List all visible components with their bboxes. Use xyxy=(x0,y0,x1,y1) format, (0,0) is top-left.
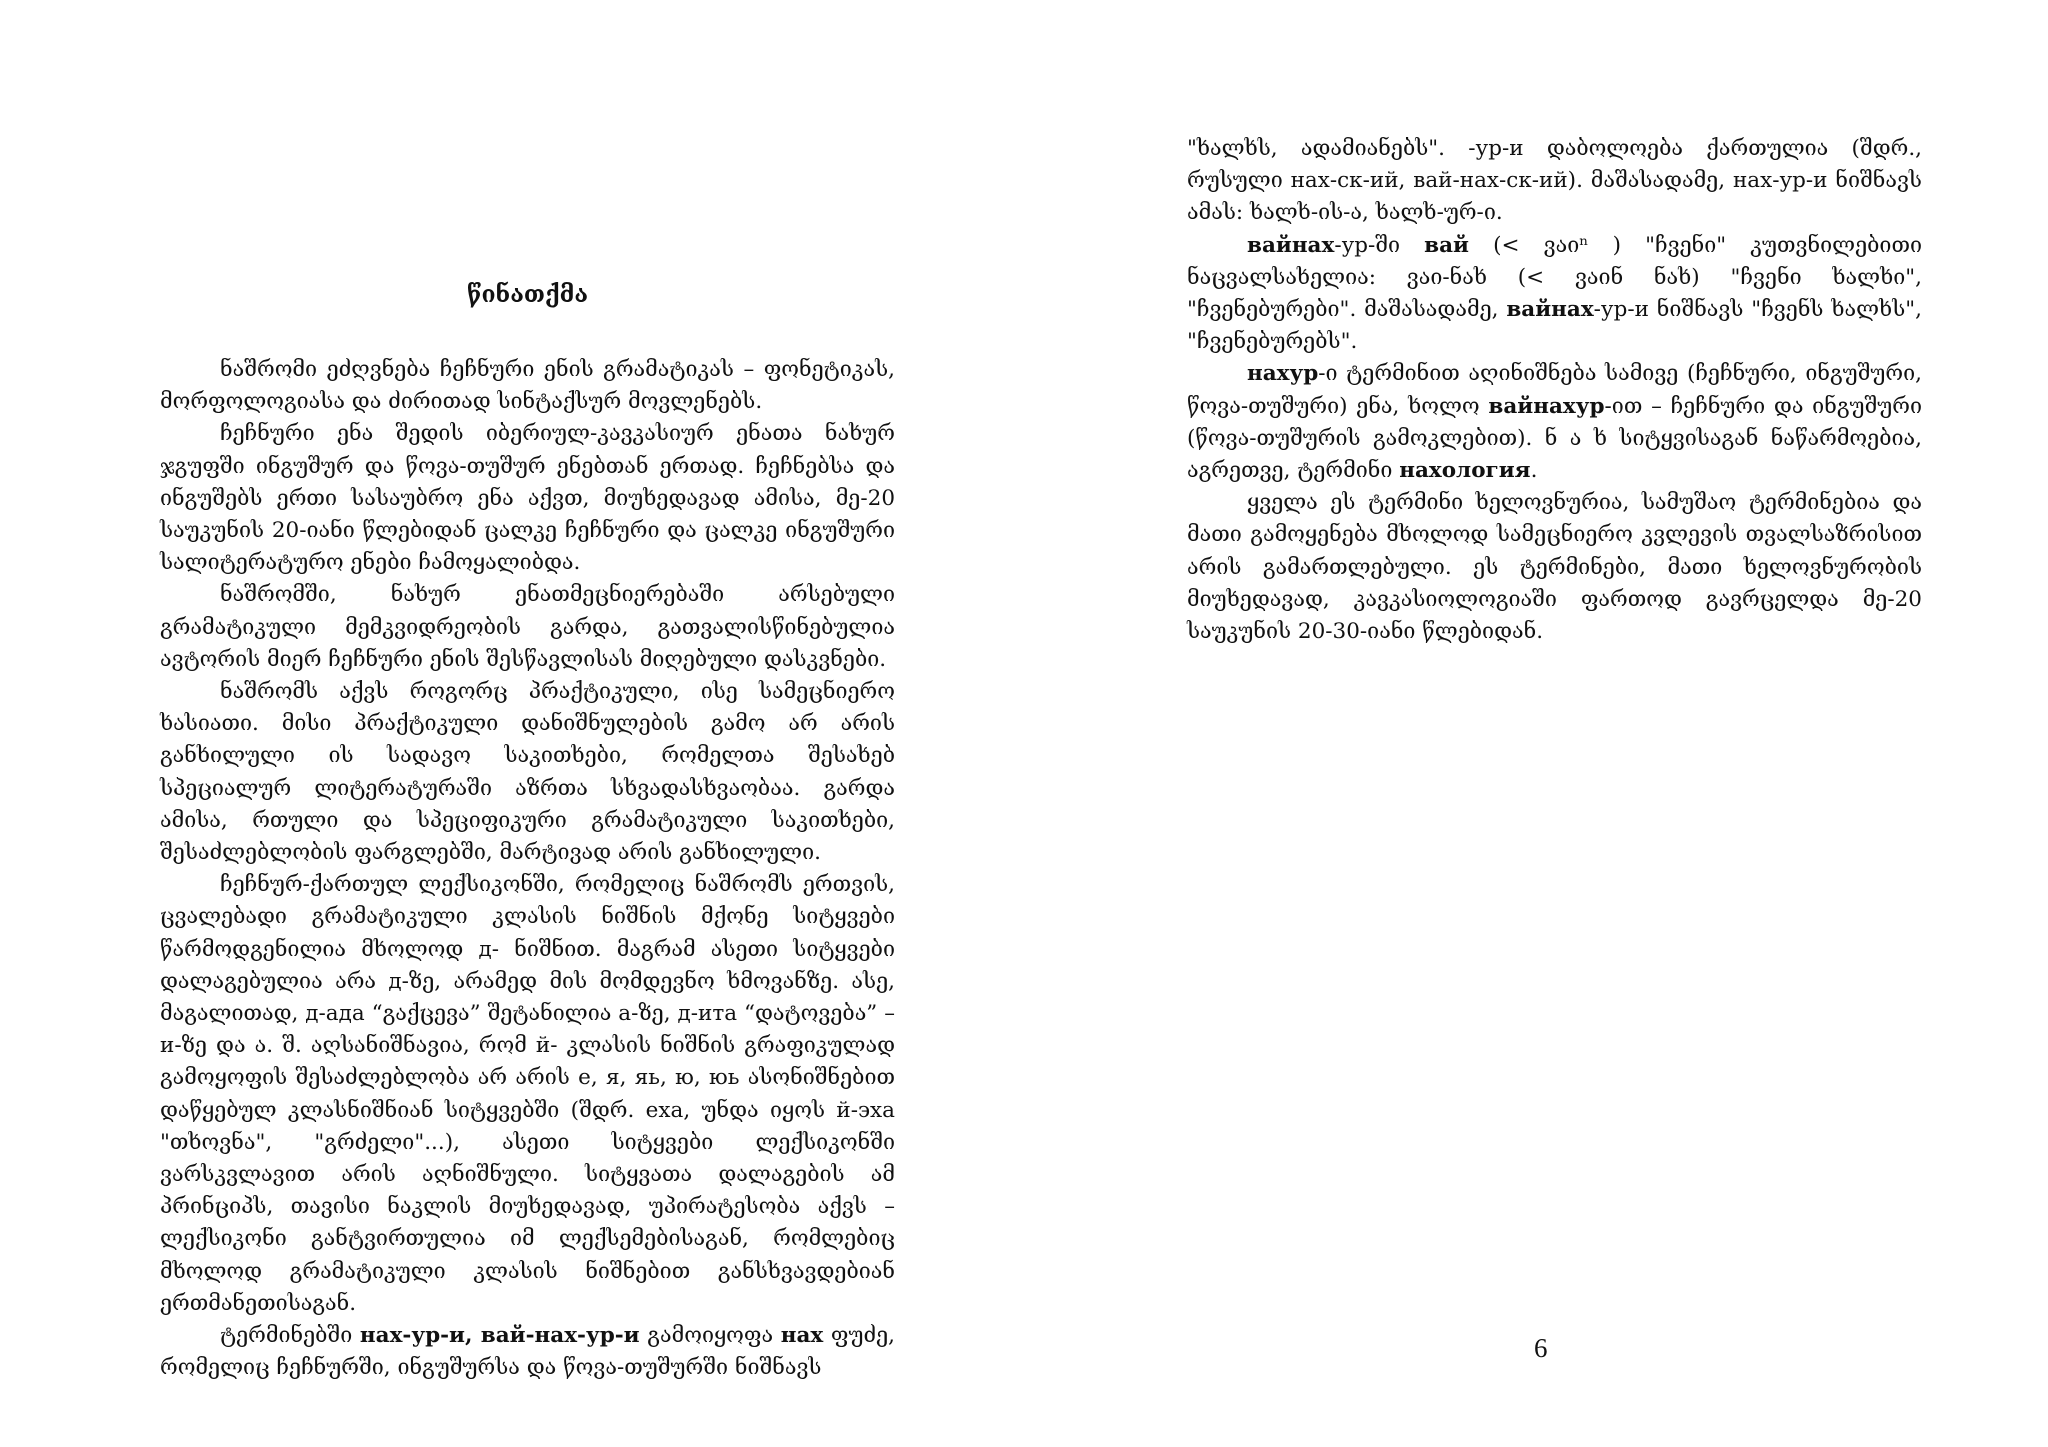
paragraph: "ხალხს, ადამიანებს". -ур-и დაბოლოება ქართულია (შდრ., რუსული нах-ск-ий, вай-нах-ск-ий). მაშასადამე, нах-ур-и ნიშნავს ამას: ხალხ-ის-ა, ხალხ-ურ-ი. xyxy=(1187,136,1922,226)
text-run: -ур-и ნიშნავს "ჩვენს ხალხს", "ჩვენებურებს". xyxy=(1187,297,1922,355)
paragraph: ნაშრომი ეძღვნება ჩეჩნური ენის გრამატიკას – ფონეტიკას, მორფოლოგიასა და ძირითად სინტაქსურ მოვლენებს. xyxy=(160,357,895,415)
text-run: გამოიყოფა xyxy=(639,1323,781,1349)
term: вай xyxy=(1424,232,1469,258)
term: вайнахур xyxy=(1488,393,1605,419)
text-run: ტერმინებში xyxy=(220,1323,360,1349)
right-page xyxy=(1024,0,2048,1447)
text-run: ფუძე, რომელიც ჩეჩნურში, ინგუშურსა და წოვა-თუშურში ნიშნავს xyxy=(160,1323,895,1381)
paragraph xyxy=(160,1320,895,1384)
text-run: . xyxy=(1530,458,1538,484)
paragraph: ნაშრომს აქვს როგორც პრაქტიკული, ისე სამეცნიერო ხასიათი. მისი პრაქტიკული დანიშნულების გამო არ არის განხილული ის სადავო საკითხები, რომელთა შესახებ სპეციალურ ლიტერატურაში აზრთა სხვადასხვაობაა. გარდა ამისა, რთული და სპეციფიკური გრამატიკული საკითხები, შესაძლებლობის ფარგლებში, მარტივად არის განხილული. xyxy=(160,679,895,866)
text-run: -ი ტერმინით აღინიშნება სამივე (ჩეჩნური, ინგუშური, წოვა-თუშური) ენა, ხოლო xyxy=(1187,361,1922,419)
text-run: -ур-ში xyxy=(1334,232,1425,258)
left-text-column xyxy=(160,354,895,1385)
term: вайнах xyxy=(1247,232,1335,258)
right-text-column xyxy=(1187,133,1922,648)
term: нах xyxy=(780,1323,824,1349)
paragraph: ნაშრომში, ნახურ ენათმეცნიერებაში არსებული გრამატიკული მემკვიდრეობის გარდა, გათვალისწინებულია ავტორის მიერ ჩეჩნური ენის შესწავლისას მიღებული დასკვნები. xyxy=(160,582,895,672)
term: вайнах xyxy=(1506,297,1594,323)
text-run: (< ვაიⁿ ) "ჩვენი" კუთვნილებითი ნაცვალსახელია: ვაი-ნახ (< ვაინ ნახ) "ჩვენი ხალხი", "ჩვენებურები". მაშასადამე, xyxy=(1187,232,1923,323)
paragraph xyxy=(1187,358,1922,487)
term: нахур xyxy=(1247,361,1319,387)
paragraph: ჩეჩნურ-ქართულ ლექსიკონში, რომელიც ნაშრომს ერთვის, ცვალებადი გრამატიკული კლასის ნიშნის მქონე სიტყვები წარმოდგენილია მხოლოდ д- ნიშნით. მაგრამ ასეთი სიტყვები დალაგებულია არა д-ზე, არამედ მის მომდევნო ხმოვანზე. ასე, მაგალითად, д-ада “გაქცევა” შეტანილია а-ზე, д-ита “დატოვება” – и-ზე და ა. შ. აღსანიშნავია, რომ й- კლასის ნიშნის გრაფიკულად გამოყოფის შესაძლებლობა არ არის е, я, яь, ю, юь ასონიშნებით დაწყებულ კლასნიშნიან სიტყვებში (შდრ. еха, უნდა იყოს й-эха "თხოვნა", "გრძელი"...), ასეთი სიტყვები ლექსიკონში ვარსკვლავით არის აღნიშნული. სიტყვათა დალაგების ამ პრინციპს, თავისი ნაკლის მიუხედავად, უპირატესობა აქვს – ლექსიკონი განტვირთულია იმ ლექსემებისაგან, რომლებიც მხოლოდ გრამატიკული კლასის ნიშნებით განსხვავდებიან ერთმანეთისაგან. xyxy=(160,872,895,1316)
text-run: -ით – ჩეჩნური და ინგუშური (წოვა-თუშურის გამოკლებით). ნ ა ხ სიტყვისაგან ნაწარმოებია, აგრეთვე, ტერმინი xyxy=(1187,393,1922,484)
term: нах-ур-и, вай-нах-ур-и xyxy=(359,1323,640,1349)
term: нахология xyxy=(1399,458,1531,484)
paragraph: ჩეჩნური ენა შედის იბერიულ-კავკასიურ ენათა ნახურ ჯგუფში ინგუშურ და წოვა-თუშურ ენებთან ერთად. ჩეჩნებსა და ინგუშებს ერთი სასაუბრო ენა აქვთ, მიუხედავად ამისა, მე-20 საუკუნის 20-იანი წლებიდან ცალკე ჩეჩნური და ცალკე ინგუშური სალიტერატურო ენები ჩამოყალიბდა. xyxy=(160,421,895,576)
page-title: წინათქმა xyxy=(466,281,589,308)
paragraph xyxy=(1187,230,1922,359)
paragraph: ყველა ეს ტერმინი ხელოვნურია, სამუშაო ტერმინებია და მათი გამოყენება მხოლოდ სამეცნიერო კვლევის თვალსაზრისით არის გამართლებული. ეს ტერმინები, მათი ხელოვნურობის მიუხედავად, კავკასიოლოგიაში ფართოდ გავრცელდა მე-20 საუკუნის 20-30-იანი წლებიდან. xyxy=(1187,490,1922,645)
page-number: 6 xyxy=(1534,1333,1548,1363)
